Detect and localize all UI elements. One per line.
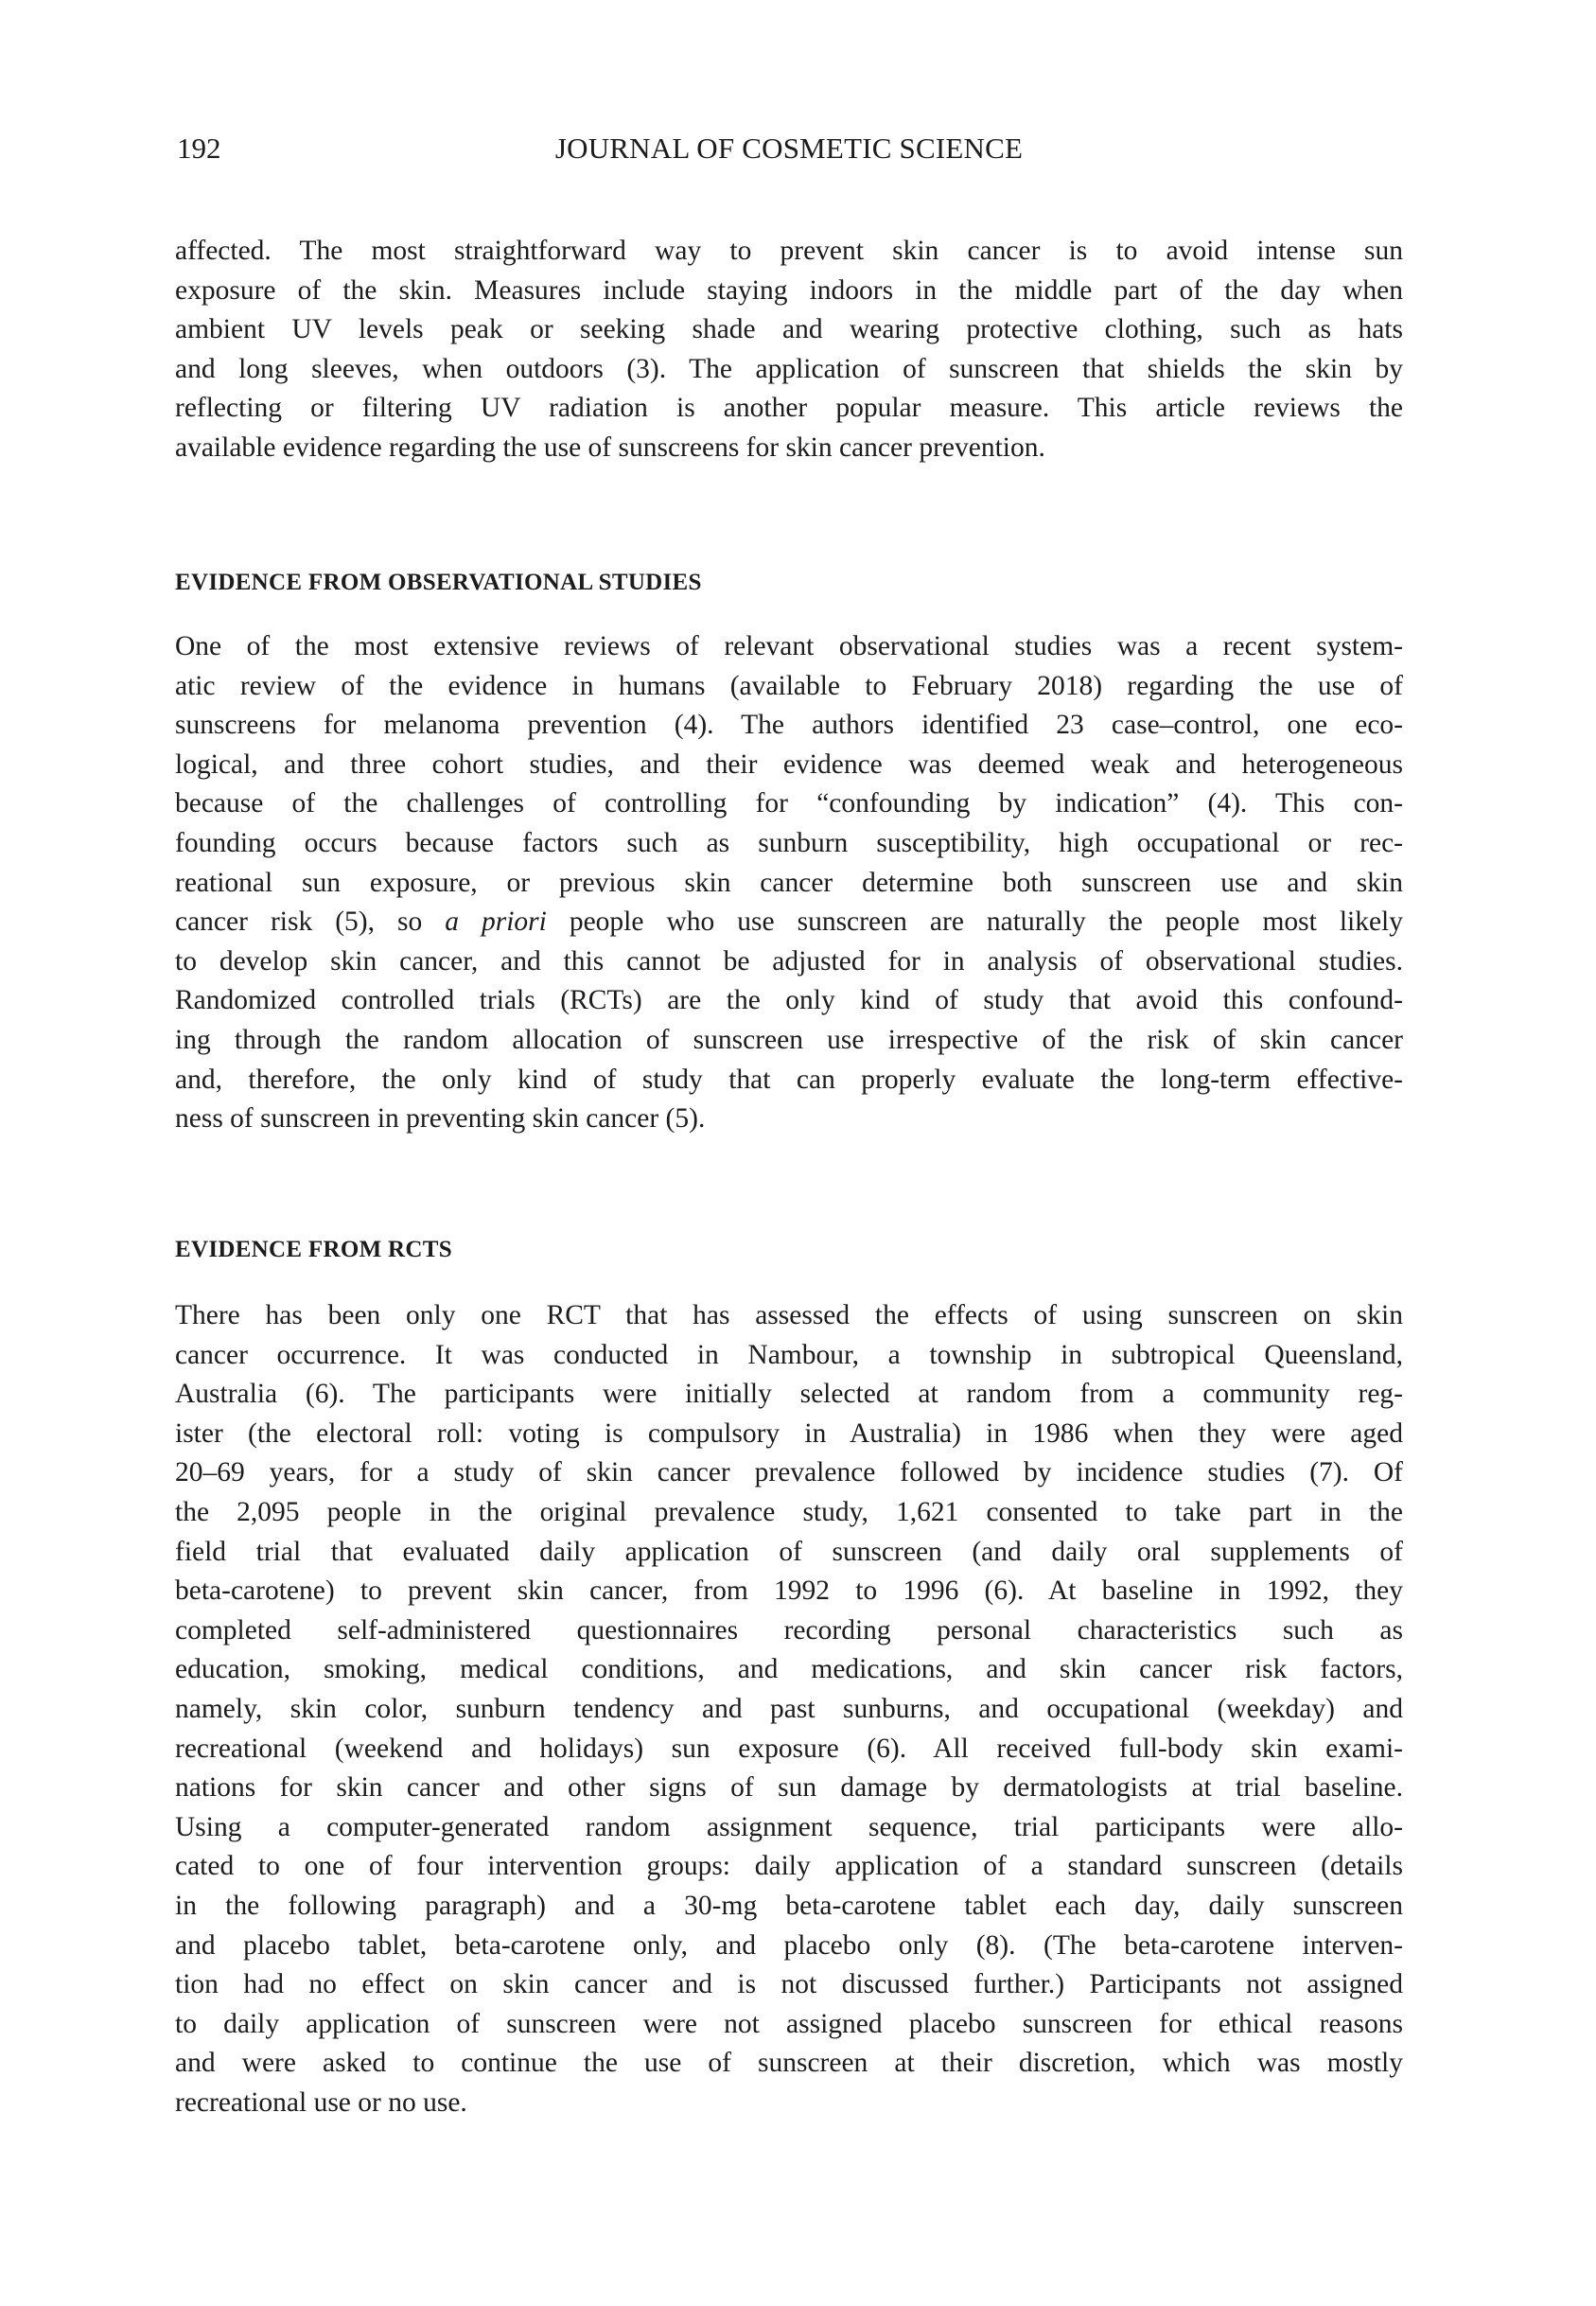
paragraph-line: One of the most extensive reviews of relevant observational studies was a recent system- — [175, 631, 1403, 661]
running-head — [175, 130, 1403, 167]
paragraph-line: exposure of the skin. Measures include staying indoors in the middle part of the day when — [175, 274, 1403, 306]
paragraph-line: namely, skin color, sunburn tendency and past sunburns, and occupational (weekday) and — [175, 1693, 1403, 1724]
paragraph-line: because of the challenges of controlling for “confounding by indication” (4). This con- — [175, 788, 1403, 819]
text-segment: cancer risk (5), so — [175, 907, 446, 938]
intro-paragraph — [175, 232, 1403, 468]
paragraph-line: in the following paragraph) and a 30-mg beta-carotene tablet each day, daily sunscreen — [175, 1890, 1403, 1921]
italic-term-a-priori: a priori — [445, 907, 547, 938]
paragraph-line: and, therefore, the only kind of study that can properly evaluate the long-term effective- — [175, 1064, 1403, 1095]
paragraph-line: There has been only one RCT that has assessed the effects of using sunscreen on skin — [175, 1300, 1403, 1330]
paragraph-line: cated to one of four intervention groups: daily application of a standard sunscreen (details — [175, 1851, 1403, 1882]
paragraph-line: education, smoking, medical conditions, and medications, and skin cancer risk factors, — [175, 1654, 1403, 1685]
paragraph-line: and were asked to continue the use of sunscreen at their discretion, which was mostly — [175, 2048, 1403, 2079]
paragraph-line: field trial that evaluated daily application of sunscreen (and daily oral supplements of — [175, 1536, 1403, 1567]
journal-title: JOURNAL OF COSMETIC SCIENCE — [554, 132, 1024, 165]
paragraph-line: recreational use or no use. — [175, 2086, 467, 2118]
paragraph-line: ing through the random allocation of sunscreen use irrespective of the risk of skin cancer — [175, 1024, 1403, 1055]
paragraph-line: to develop skin cancer, and this cannot be adjusted for in analysis of observational studies. — [175, 945, 1403, 977]
paragraph-line: 20–69 years, for a study of skin cancer prevalence followed by incidence studies (7). Of — [175, 1457, 1403, 1488]
paragraph-line: Australia (6). The participants were initially selected at random from a community reg- — [175, 1379, 1403, 1410]
paragraph-line: to daily application of sunscreen were not assigned placebo sunscreen for ethical reasons — [175, 2008, 1403, 2039]
section-heading-observational: EVIDENCE FROM OBSERVATIONAL STUDIES — [175, 570, 702, 595]
rct-paragraph — [175, 1296, 1403, 2122]
paragraph-line: and placebo tablet, beta-carotene only, and placebo only (8). (The beta-carotene interven- — [175, 1929, 1403, 1961]
paragraph-line: Randomized controlled trials (RCTs) are the only kind of study that avoid this confound- — [175, 985, 1403, 1016]
paragraph-line: sunscreens for melanoma prevention (4). The authors identified 23 case–control, one eco- — [175, 710, 1403, 741]
paragraph-line: cancer occurrence. It was conducted in Nambour, a township in subtropical Queensland, — [175, 1339, 1403, 1370]
paragraph-line: reational sun exposure, or previous skin cancer determine both sunscreen use and skin — [175, 867, 1403, 898]
page-number: 192 — [177, 132, 221, 165]
paragraph-line: the 2,095 people in the original prevalence study, 1,621 consented to take part in the — [175, 1496, 1403, 1527]
paragraph-line: beta-carotene) to prevent skin cancer, from 1992 to 1996 (6). At baseline in 1992, they — [175, 1575, 1403, 1607]
section-heading-rcts: EVIDENCE FROM RCTS — [175, 1237, 452, 1262]
paragraph-line: reflecting or filtering UV radiation is another popular measure. This article reviews the — [175, 393, 1403, 424]
paragraph-line: nations for skin cancer and other signs of sun damage by dermatologists at trial baseline. — [175, 1772, 1403, 1804]
paragraph-line: affected. The most straightforward way to prevent skin cancer is to avoid intense sun — [175, 236, 1403, 266]
paragraph-line: atic review of the evidence in humans (available to February 2018) regarding the use of — [175, 670, 1403, 701]
paragraph-line: ness of sunscreen in preventing skin cancer (5). — [175, 1103, 706, 1135]
paragraph-line: ister (the electoral roll: voting is compulsory in Australia) in 1986 when they were aged — [175, 1417, 1403, 1449]
paragraph-line: tion had no effect on skin cancer and is not discussed further.) Participants not assigned — [175, 1969, 1403, 2000]
paragraph-line: logical, and three cohort studies, and their evidence was deemed weak and heterogeneous — [175, 748, 1403, 780]
paragraph-line: Using a computer-generated random assignment sequence, trial participants were allo- — [175, 1811, 1403, 1842]
paragraph-line: founding occurs because factors such as sunburn susceptibility, high occupational or rec- — [175, 827, 1403, 858]
paragraph-line-with-italic — [175, 903, 1403, 942]
text-segment: people who use sunscreen are naturally the people most likely — [546, 907, 1404, 938]
paragraph-line: available evidence regarding the use of sunscreens for skin cancer prevention. — [175, 431, 1045, 463]
paragraph-line: completed self-administered questionnaires recording personal characteristics such as — [175, 1614, 1403, 1646]
paragraph-line: ambient UV levels peak or seeking shade and wearing protective clothing, such as hats — [175, 314, 1403, 345]
observational-paragraph — [175, 627, 1403, 1139]
paragraph-line: recreational (weekend and holidays) sun exposure (6). All received full-body skin exami- — [175, 1733, 1403, 1764]
paragraph-line: and long sleeves, when outdoors (3). The application of sunscreen that shields the skin by — [175, 353, 1403, 384]
